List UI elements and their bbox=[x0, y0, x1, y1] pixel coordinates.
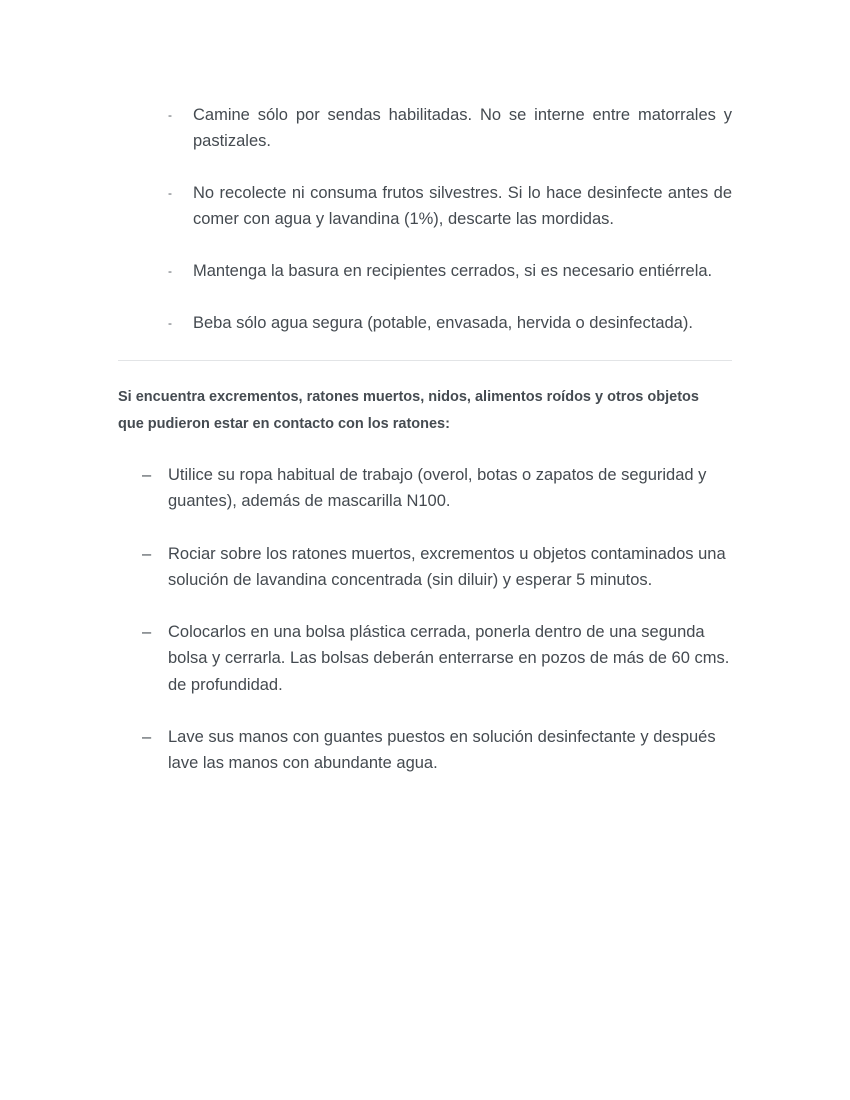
dash-bullet: – bbox=[142, 728, 152, 747]
list-item bbox=[142, 724, 734, 777]
list-item-text: Rociar sobre los ratones muertos, excrementos u objetos contaminados una solución de lavandina concentrada (sin diluir) y esperar 5 minutos. bbox=[168, 544, 726, 589]
dash-bullet: – bbox=[142, 466, 152, 484]
cleanup-heading: Si encuentra excrementos, ratones muertos, nidos, alimentos roídos y otros objetos que pudieron estar en contacto con los ratones: bbox=[118, 389, 699, 432]
dash-bullet: – bbox=[142, 544, 152, 563]
hyphen-bullet: - bbox=[168, 186, 172, 200]
precautions-list bbox=[166, 102, 732, 362]
list-item bbox=[166, 180, 732, 232]
list-item bbox=[166, 102, 732, 154]
list-item bbox=[142, 541, 734, 594]
hyphen-bullet: - bbox=[168, 264, 172, 278]
list-item-text: Beba sólo agua segura (potable, envasada, hervida o desinfectada). bbox=[193, 314, 693, 332]
hyphen-bullet: - bbox=[168, 316, 172, 330]
list-item-text: Utilice su ropa habitual de trabajo (overol, botas o zapatos de seguridad y guantes), además de mascarilla N100. bbox=[168, 466, 707, 511]
list-item bbox=[166, 310, 732, 336]
hyphen-bullet: - bbox=[168, 108, 172, 122]
list-item bbox=[142, 619, 734, 698]
list-item-text: Mantenga la basura en recipientes cerrados, si es necesario entiérrela. bbox=[193, 262, 713, 280]
section-divider bbox=[118, 360, 732, 361]
list-item-text: Lave sus manos con guantes puestos en solución desinfectante y después lave las manos con abundante agua. bbox=[168, 728, 716, 773]
dash-bullet: – bbox=[142, 623, 152, 642]
list-item-text: Colocarlos en una bolsa plástica cerrada, ponerla dentro de una segunda bolsa y cerrarla. Las bolsas deberán enterrarse en pozos de más de 60 cms. de profundidad. bbox=[168, 623, 730, 694]
list-item-text: No recolecte ni consuma frutos silvestres. Si lo hace desinfecte antes de comer con agua y lavandina (1%), descarte las mordidas. bbox=[193, 184, 732, 228]
list-item bbox=[166, 258, 732, 284]
list-item-text: Camine sólo por sendas habilitadas. No se interne entre matorrales y pastizales. bbox=[193, 106, 732, 150]
list-item bbox=[142, 462, 734, 515]
cleanup-list bbox=[142, 462, 734, 803]
